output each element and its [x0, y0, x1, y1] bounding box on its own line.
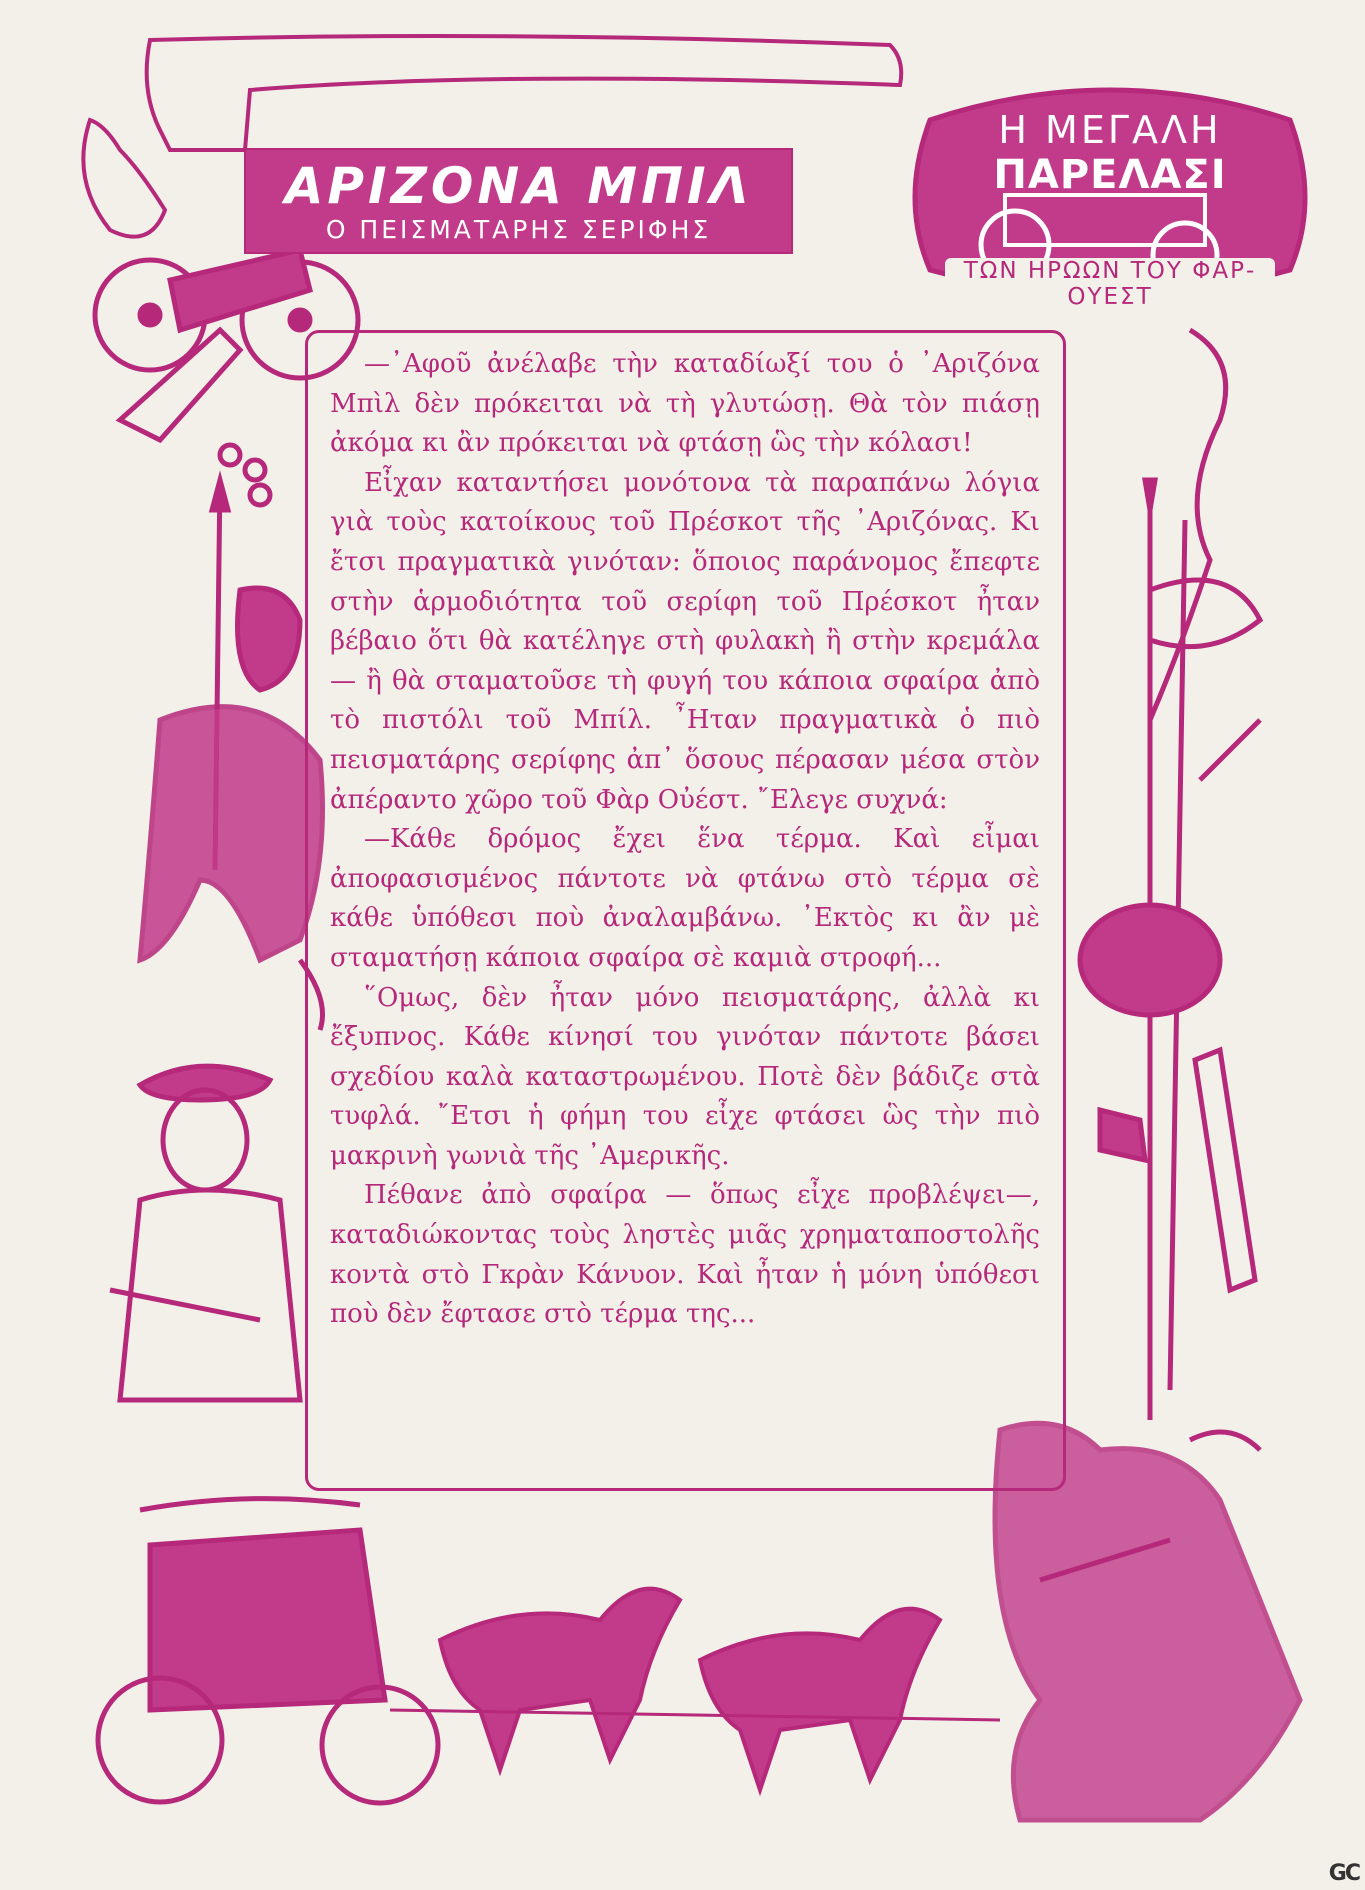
indian-rider-icon: [140, 480, 323, 1030]
paragraph-1: —᾿Αφοῦ ἀνέλαβε τὴν καταδίωξί του ὁ ᾿Αριζόνα Μπὶλ δὲν πρόκειται νὰ τὴ γλυτώσῃ. Θὰ τὸν πιάσῃ ἀκόμα κι ἂν πρόκειται νὰ φτάσῃ ὣς τὴν κόλασι!: [330, 349, 1040, 459]
article-body: [330, 345, 1040, 1335]
series-badge: [910, 88, 1310, 318]
scanner-mark: GC: [1328, 1861, 1359, 1886]
badge-ring-text: ΤΩΝ ΗΡΩΩΝ ΤΟΥ ΦΑΡ-ΟΥΕΣΤ: [945, 258, 1275, 310]
paragraph-4: ῞Ομως, δὲν ἦταν μόνο πεισματάρης, ἀλλὰ κι ἔξυπνος. Κάθε κίνησί του γινόταν πάντοτε βάσει σχεδίου καλὰ καταστρωμένου. Ποτὲ δὲν βάδιζε στὰ τυφλά. ῎Ετσι ἡ φήμη του εἶχε φτάσει ὣς τὴν πιὸ μακρινὴ γωνιὰ τῆς ᾿Αμερικῆς.: [330, 982, 1040, 1171]
stagecoach-icon: [98, 1499, 438, 1803]
story-subtitle: Ο ΠΕΙΣΜΑΤΑΡΗΣ ΣΕΡΙΦΗΣ: [325, 215, 712, 244]
badge-line-2: ΠΑΡΕΛΑΣΙ: [993, 152, 1227, 198]
sheriff-icon: [110, 1066, 300, 1400]
paragraph-5: Πέθανε ἀπὸ σφαίρα — ὅπως εἶχε προβλέψει—, καταδιώκοντας τοὺς ληστὲς μιᾶς χρηματαποστολῆς κοντὰ στὸ Γκρὰν Κάνυον. Καὶ ἦταν ἡ μόνη ὑπόθεσι ποὺ δὲν ἔφτασε στὸ τέρμα της...: [330, 1180, 1040, 1330]
story-title: ΑΡΙΖΟΝΑ ΜΠΙΛ: [284, 157, 753, 215]
scroll-curl-left: [83, 120, 165, 237]
scroll-banner: [147, 36, 902, 150]
horses-team-icon: [390, 1589, 1000, 1790]
weapons-trophy-icon: [1080, 330, 1260, 1420]
paragraph-2: Εἶχαν καταντήσει μονότονα τὰ παραπάνω λόγια γιὰ τοὺς κατοίκους τοῦ Πρέσκοτ τῆς ᾿Αριζόνας. Κι ἔτσι πραγματικὰ γινόταν: ὅποιος παράνομος ἔπεφτε στὴν ἁρμοδιότητα τοῦ σερίφη τοῦ Πρέσκοτ ἦταν βέβαιο ὅτι θὰ κατέληγε στὴ φυλακὴ ἢ στὴν κρεμάλα — ἢ θὰ σταματοῦσε τὴ φυγή του κάποια σφαίρα ἀπὸ τὸ πιστόλι τοῦ Μπίλ. ῏Ηταν πραγματικὰ ὁ πιὸ πεισματάρης σερίφης ἀπ᾿ ὅσους πέρασαν μέσα στὸν ἀπέραντο χῶρο τοῦ Φὰρ Οὐέστ. ῎Ελεγε συχνά:: [330, 467, 1040, 815]
paragraph-3: —Κάθε δρόμος ἔχει ἕνα τέρμα. Καὶ εἶμαι ἀποφασισμένος πάντοτε νὰ φτάνω στὸ τέρμα σὲ κάθε ὑπόθεσι ποὺ ἀναλαμβάνω. ᾿Εκτὸς κι ἂν μὲ σταματήσῃ κάποια σφαίρα σὲ καμιὰ στροφή...: [330, 824, 1040, 973]
badge-line-1: Η ΜΕΓΑΛΗ: [998, 108, 1222, 152]
story-title-plate: [246, 150, 791, 252]
